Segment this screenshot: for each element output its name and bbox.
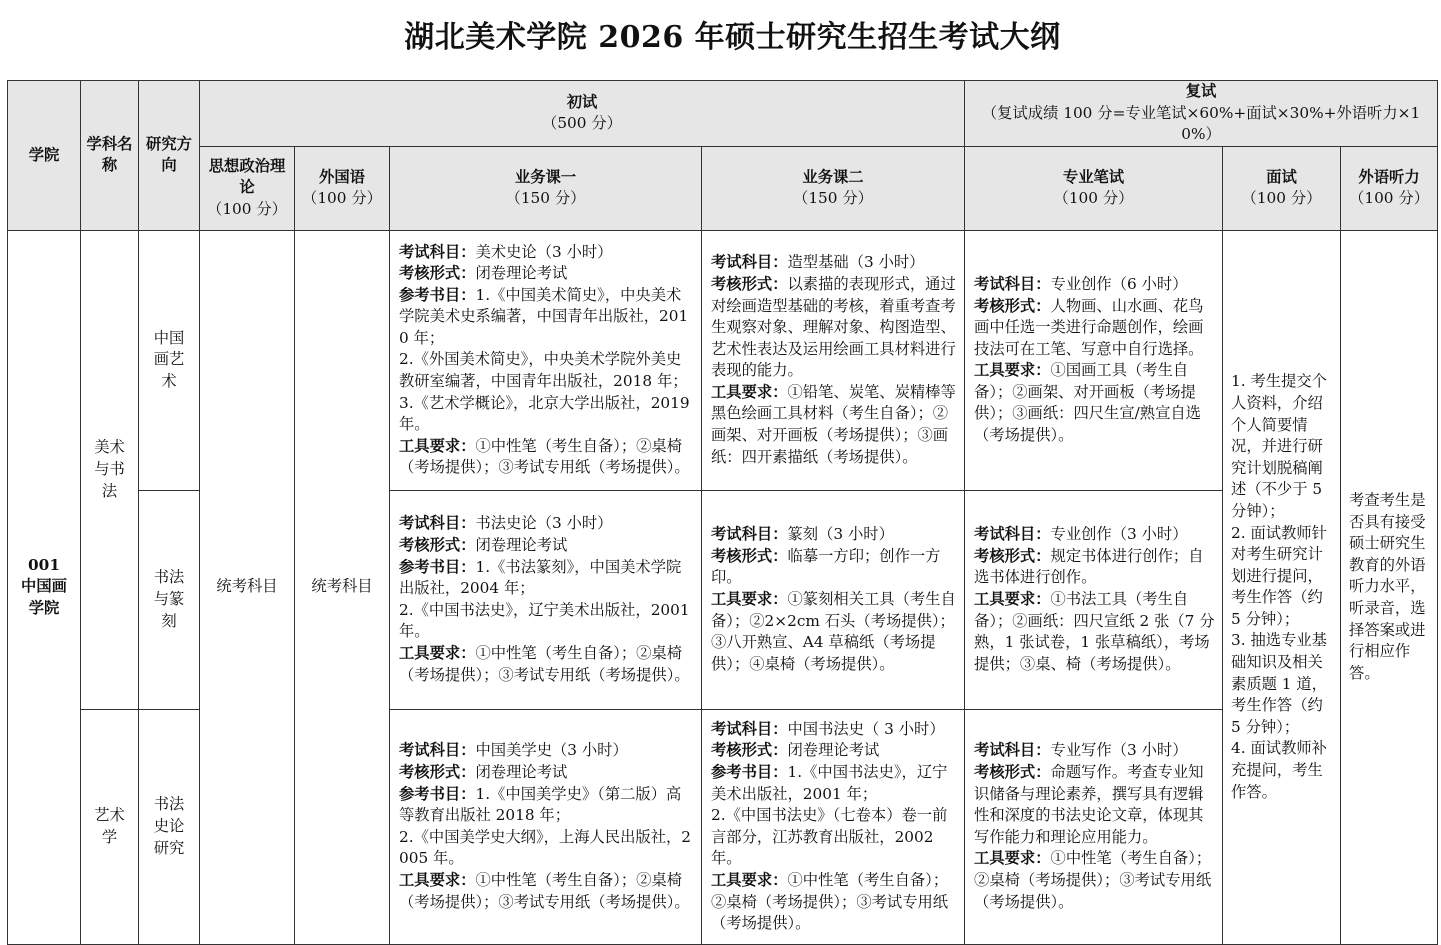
item-text: 1.《书法篆刻》，中国美术学院出版社，2004 年；	[399, 557, 682, 598]
exam-item	[711, 252, 957, 274]
item-text: ①篆刻相关工具（考生自备）；②2×2cm 石头（考场提供）；③八开熟宣、A4 草稿纸（考场提供）；④桌椅（考场提供）。	[711, 589, 956, 673]
item-label: 工具要求：	[711, 870, 788, 889]
item-text: 中国书法史（ 3 小时）	[787, 719, 945, 738]
item-text: 2.《中国书法史》，辽宁美术出版社，2001 年。	[399, 600, 690, 641]
item-label: 工具要求：	[399, 436, 476, 455]
exam-item	[974, 848, 1215, 913]
exam-item	[399, 643, 694, 686]
item-text: 3.《艺术学概论》，北京大学出版社，2019 年。	[399, 393, 690, 434]
item-label: 考核形式：	[711, 274, 788, 293]
item-text: 专业创作（3 小时）	[1050, 525, 1188, 544]
item-text: 以素描的表现形式，通过对绘画造型基础的考核，着重考查考生观察对象、理解对象、构图造型、艺术性表达及运用绘画工具材料进行表现的能力。	[711, 274, 956, 380]
item-text: ①书法工具（考生自备）；②画纸：四尺宣纸 2 张（7 分熟，1 张试卷，1 张草稿纸），考场提供；③桌、椅（考场提供）。	[974, 589, 1215, 673]
header-listening: 外语听力 （100 分）	[1341, 146, 1438, 230]
exam-item	[711, 546, 957, 589]
page-title: 湖北美术学院 2026 年硕士研究生招生考试大纲	[404, 20, 1061, 55]
header-politics: 思想政治理论 （100 分）	[200, 146, 295, 230]
item-text: ①中性笔（考生自备）；②桌椅（考场提供）；③考试专用纸（考场提供）。	[399, 436, 690, 477]
item-label: 工具要求：	[711, 589, 788, 608]
item-text: 专业写作（3 小时）	[1050, 741, 1188, 760]
header-course2: 业务课二 （150 分）	[702, 146, 965, 230]
item-text: 专业创作（6 小时）	[1050, 274, 1188, 293]
interview-step: 4. 面试教师补充提问，考生作答。	[1231, 739, 1327, 801]
header-retest: 复试 （复试成绩 100 分=专业笔试×60%+面试×30%+外语听力×10%）	[965, 81, 1438, 147]
exam-item	[399, 870, 694, 913]
written-cell	[965, 709, 1223, 944]
header-interview: 面试 （100 分）	[1223, 146, 1341, 230]
exam-item	[974, 762, 1215, 848]
item-label: 考试科目：	[974, 741, 1051, 760]
course1-cell	[390, 490, 702, 709]
item-label: 参考书目：	[399, 784, 476, 803]
item-text: 临摹一方印；创作一方印。	[711, 546, 941, 587]
exam-item	[399, 285, 694, 436]
item-label: 工具要求：	[399, 870, 476, 889]
item-text: 命题写作。考查专业知识储备与理论素养，撰写具有逻辑性和深度的书法史论文章，体现其写作能力和理论应用能力。	[974, 763, 1204, 846]
item-label: 工具要求：	[974, 589, 1051, 608]
exam-item	[399, 557, 694, 643]
item-label: 考核形式：	[974, 763, 1051, 781]
written-cell	[965, 230, 1223, 490]
exam-item	[399, 242, 694, 264]
header-foreign: 外国语 （100 分）	[295, 146, 390, 230]
item-text: 闭卷理论考试	[475, 763, 568, 781]
exam-item	[974, 296, 1215, 361]
exam-item	[974, 274, 1215, 296]
course1-cell	[390, 709, 702, 944]
interview-step: 3. 抽选专业基础知识及相关素质题 1 道，考生作答（约 5 分钟）；	[1231, 631, 1327, 736]
item-text: ①铅笔、炭笔、炭精棒等黑色绘画工具材料（考生自备）；②画架、对开画板（考场提供）；③画纸：四开素描纸（考场提供）。	[711, 382, 956, 466]
item-label: 考核形式：	[711, 741, 788, 760]
header-direction: 研究方向	[139, 81, 200, 231]
interview-cell	[1223, 230, 1341, 944]
exam-item	[711, 870, 957, 935]
exam-item	[974, 589, 1215, 675]
direction-cell: 中国画艺术	[139, 230, 200, 490]
item-text: 2.《中国美学史大纲》，上海人民出版社，2005 年。	[399, 827, 692, 868]
item-label: 考核形式：	[974, 296, 1051, 315]
direction-cell: 书法史论研究	[139, 709, 200, 944]
item-label: 工具要求：	[399, 643, 476, 662]
item-label: 工具要求：	[974, 361, 1051, 380]
item-label: 工具要求：	[974, 849, 1051, 868]
exam-item	[974, 524, 1215, 546]
item-text: 美术史论（3 小时）	[475, 242, 613, 261]
item-text: 人物画、山水画、花鸟画中任选一类进行命题创作，绘画技法可在工笔、写意中自行选择。	[974, 296, 1204, 358]
item-text: 1.《中国美学史》（第二版）高等教育出版社 2018 年；	[399, 784, 682, 825]
item-text: 2.《外国美术简史》，中央美术学院外美史教研室编著，中国青年出版社，2018 年；	[399, 350, 688, 391]
item-label: 考试科目：	[711, 253, 788, 272]
exam-item	[399, 263, 694, 285]
item-text: 书法史论（3 小时）	[475, 514, 613, 533]
item-label: 考试科目：	[399, 242, 476, 261]
item-text: ①国画工具（考生自备）；②画架、对开画板（考场提供）；③画纸：四尺生宣/熟宣自选（考场提供）。	[974, 361, 1201, 445]
course1-cell	[390, 230, 702, 490]
item-label: 考试科目：	[711, 525, 788, 544]
exam-item	[974, 546, 1215, 589]
item-label: 考试科目：	[974, 274, 1051, 293]
item-text: 1.《中国书法史》，辽宁美术出版社，2001 年；	[711, 763, 948, 803]
item-label: 参考书目：	[399, 285, 476, 304]
item-text: 闭卷理论考试	[475, 264, 568, 283]
exam-item	[711, 740, 957, 762]
exam-item	[399, 740, 694, 762]
item-label: 工具要求：	[711, 382, 788, 401]
item-text: 闭卷理论考试	[787, 741, 880, 760]
listening-cell: 考查考生是否具有接受硕士研究生教育的外语听力水平，听录音，选择答案或进行相应作答。	[1341, 230, 1438, 944]
interview-step: 2. 面试教师针对考生研究计划进行提问，考生作答（约 5 分钟）；	[1231, 523, 1327, 628]
exam-item	[711, 719, 957, 741]
exam-item	[399, 762, 694, 784]
exam-item	[399, 513, 694, 535]
exam-item	[711, 382, 957, 468]
item-label: 考核形式：	[974, 546, 1051, 565]
item-text: ①中性笔（考生自备）；②桌椅（考场提供）；③考试专用纸（考场提供）。	[399, 870, 690, 911]
item-text: 规定书体进行创作；自选书体进行创作。	[974, 546, 1204, 587]
exam-item	[399, 436, 694, 479]
item-text: ①中性笔（考生自备）；②桌椅（考场提供）；③考试专用纸（考场提供）。	[974, 849, 1212, 911]
exam-item	[711, 589, 957, 675]
item-label: 参考书目：	[711, 763, 788, 781]
course2-cell	[702, 230, 965, 490]
item-label: 考核形式：	[399, 536, 476, 554]
item-text: 2.《中国书法史》（七卷本）卷一前言部分，江苏教育出版社，2002 年。	[711, 806, 948, 868]
exam-item	[399, 535, 694, 557]
item-text: 1.《中国美术简史》，中央美术学院美术史系编著，中国青年出版社，2010 年；	[399, 285, 689, 347]
discipline-cell: 美术与书法	[81, 230, 139, 709]
item-label: 考试科目：	[974, 525, 1051, 544]
item-label: 考试科目：	[399, 514, 476, 533]
exam-item	[399, 784, 694, 870]
course2-cell	[702, 709, 965, 944]
direction-cell: 书法与篆刻	[139, 490, 200, 709]
item-text: 篆刻（3 小时）	[787, 525, 894, 544]
exam-item	[974, 740, 1215, 762]
item-text: 造型基础（3 小时）	[787, 253, 925, 272]
item-label: 考核形式：	[399, 264, 476, 283]
written-cell	[965, 490, 1223, 709]
exam-item	[711, 762, 957, 870]
header-written: 专业笔试 （100 分）	[965, 146, 1223, 230]
header-prelim: 初试 （500 分）	[200, 81, 965, 147]
exam-item	[711, 524, 957, 546]
item-text: ①中性笔（考生自备）；②桌椅（考场提供）；③考试专用纸（考场提供）。	[711, 870, 949, 933]
header-college: 学院	[8, 81, 81, 231]
item-label: 考试科目：	[711, 719, 788, 738]
course2-cell	[702, 490, 965, 709]
exam-item	[974, 360, 1215, 446]
item-label: 参考书目：	[399, 557, 476, 576]
discipline-cell: 艺术学	[81, 709, 139, 944]
interview-step: 1. 考生提交个人资料，介绍个人简要情况，并进行研究计划脱稿阐述（不少于 5 分钟）；	[1231, 372, 1327, 520]
foreign-cell: 统考科目	[295, 230, 390, 944]
item-label: 考核形式：	[399, 763, 476, 781]
item-label: 考试科目：	[399, 741, 476, 760]
header-discipline: 学科名称	[81, 81, 139, 231]
item-text: ①中性笔（考生自备）；②桌椅（考场提供）；③考试专用纸（考场提供）。	[399, 643, 690, 684]
item-label: 考核形式：	[711, 546, 788, 565]
exam-syllabus-table	[7, 80, 1438, 945]
header-course1: 业务课一 （150 分）	[390, 146, 702, 230]
item-text: 闭卷理论考试	[475, 536, 568, 554]
college-cell: 001 中国画学院	[8, 230, 81, 944]
item-text: 中国美学史（3 小时）	[475, 741, 628, 760]
politics-cell: 统考科目	[200, 230, 295, 944]
exam-item	[711, 274, 957, 382]
